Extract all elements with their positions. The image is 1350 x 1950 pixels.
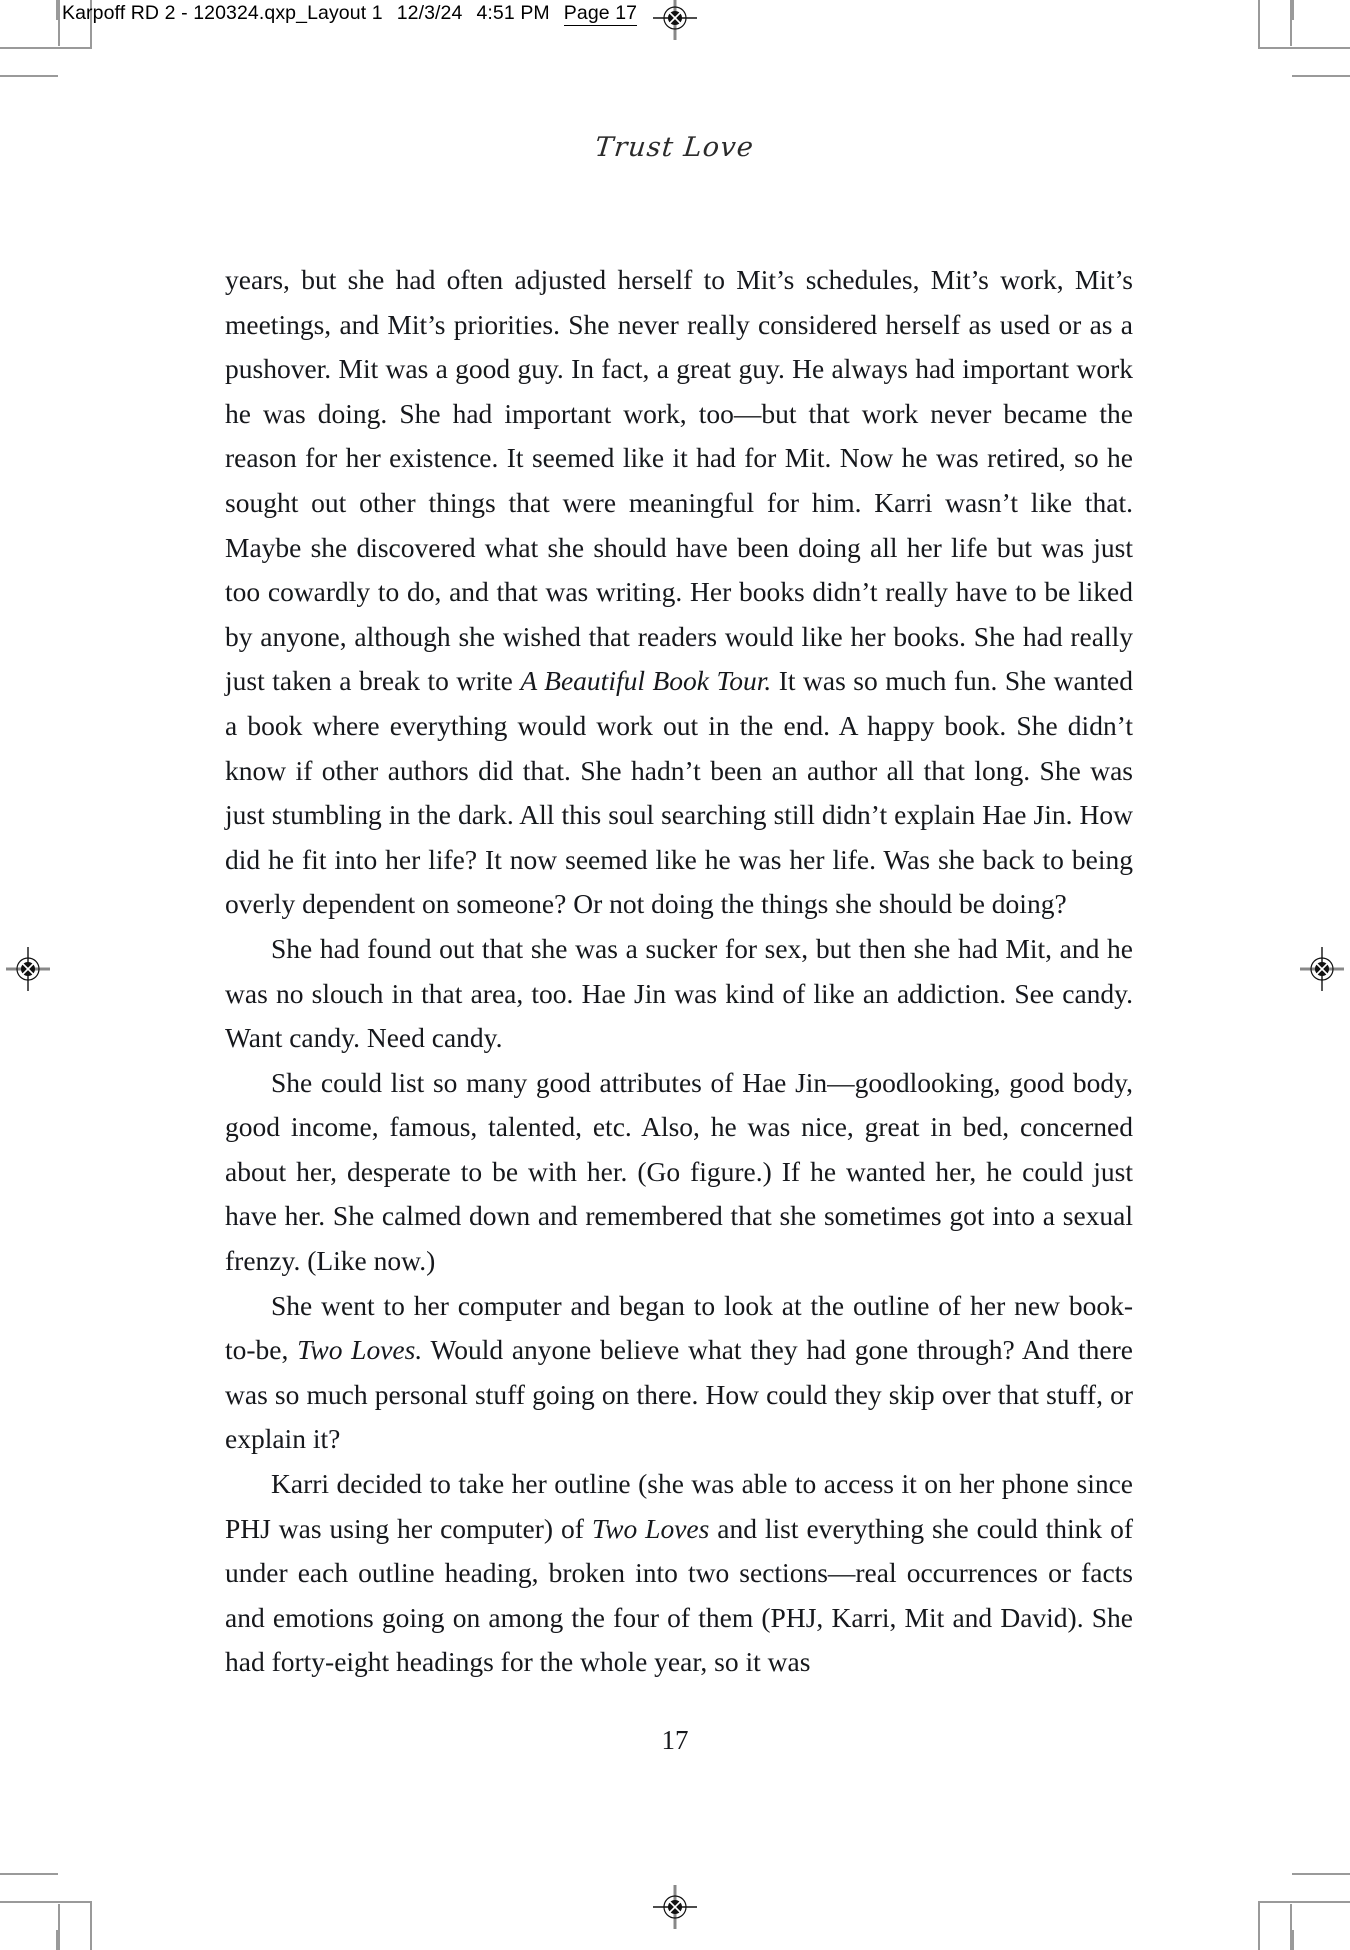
crop-mark-top-right-inner-vertical — [1290, 0, 1292, 46]
crop-mark-top-left-bleed-horizontal — [0, 75, 58, 77]
folio-page-number: 17 — [661, 1725, 689, 1755]
crop-mark-bottom-left-horizontal — [0, 1901, 92, 1903]
slug-filename: Karpoff RD 2 - 120324.qxp_Layout 1 — [62, 2, 383, 24]
crop-mark-top-right-bleed-vertical — [1292, 0, 1294, 20]
crop-mark-top-left-inner-vertical — [58, 0, 60, 46]
book-title-italic: Two Loves. — [297, 1334, 423, 1366]
registration-target-icon-right — [1300, 947, 1344, 991]
crop-mark-top-right-vertical — [1258, 0, 1260, 49]
slug-page-label: Page 17 — [563, 2, 638, 24]
crop-mark-top-right-horizontal — [1258, 47, 1350, 49]
body-text-run: She had found out that she was a sucker for sex, but then she had Mit, and he was no slouch in that area, too. Hae Jin was kind of like an addiction. See candy. Want candy. Need candy. — [225, 932, 1133, 1054]
body-text-run: She could list so many good attributes of Hae Jin—goodlooking, good body, good income, famous, talented, etc. Also, he was nice, great in bed, concerned about her, desperate to be with her. (Go figure.) If he wanted her, he could just have her. She calmed down and remembered that she sometimes got into a sexual frenzy. (Like now.) — [225, 1066, 1133, 1277]
slug-date: 12/3/24 — [396, 2, 463, 24]
body-text-run: Would anyone believe what they had gone through? And there was so much personal stuff going on there. How could they skip over that stuff, or explain it? — [225, 1334, 1133, 1455]
body-paragraph — [225, 1061, 1133, 1284]
crop-mark-bottom-left-bleed-horizontal — [0, 1873, 58, 1875]
registration-target-icon-top — [653, 0, 697, 40]
crop-mark-bottom-right-bleed-horizontal — [1292, 1873, 1350, 1875]
crop-mark-bottom-left-vertical — [90, 1903, 92, 1950]
body-paragraph — [225, 1284, 1133, 1462]
body-paragraph — [225, 1462, 1133, 1685]
crop-mark-top-left-horizontal — [0, 47, 92, 49]
printer-slug-line — [62, 2, 637, 25]
slug-time: 4:51 PM — [476, 2, 550, 24]
body-text-run: She went to her computer and began to look at the outline of her new book-to-be, — [225, 1289, 1133, 1366]
crop-mark-bottom-right-bleed-vertical — [1292, 1930, 1294, 1950]
body-text-run: and list everything she could think of under each outline heading, broken into two sections—real occurrences or facts and emotions going on among the four of them (PHJ, Karri, Mit and David). She had forty-eight headings for the whole year, so it was — [225, 1512, 1134, 1678]
registration-target-icon-bottom — [653, 1885, 697, 1929]
registration-target-icon-left — [6, 947, 50, 991]
body-text-run: years, but she had often adjusted herself to Mit’s schedules, Mit’s work, Mit’s meetings, and Mit’s priorities. She never really considered herself as used or as a pushover. Mit was a good guy. In fact, a great guy. He always had important work he was doing. She had important work, too—but that work never became the reason for her existence. It seemed like it had for Mit. Now he was retired, so he sought out other things that were meaningful for him. Karri wasn’t like that. Maybe she discovered what she should have been doing all her life but was just too cowardly to do, and that was writing. Her books didn’t really have to be liked by anyone, although she wished that readers would like her books. She had really just taken a break to write — [225, 264, 1133, 697]
book-title-italic: Two Loves — [591, 1512, 710, 1544]
body-text-run: It was so much fun. She wanted a book where everything would work out in the end. A happy book. She didn’t know if other authors did that. She hadn’t been an author all that long. She was just stumbling in the dark. All this soul searching still didn’t explain Hae Jin. How did he fit into her life? It now seemed like he was her life. Was she back to being overly dependent on someone? Or not doing the things she should be doing? — [225, 665, 1134, 920]
running-head-text: Trust Love — [593, 132, 757, 163]
body-paragraph — [225, 258, 1133, 927]
body-text-run: Karri decided to take her outline (she was able to access it on her phone since PHJ was using her computer) of — [225, 1468, 1133, 1544]
crop-mark-bottom-left-inner-vertical — [58, 1904, 60, 1950]
body-text-block — [225, 258, 1133, 1685]
body-paragraph — [225, 927, 1133, 1061]
crop-mark-bottom-right-horizontal — [1258, 1901, 1350, 1903]
crop-mark-top-right-bleed-horizontal — [1292, 75, 1350, 77]
running-head — [0, 132, 1350, 163]
crop-mark-bottom-right-vertical — [1258, 1903, 1260, 1950]
book-title-italic: A Beautiful Book Tour. — [520, 665, 772, 697]
crop-mark-bottom-right-inner-vertical — [1290, 1904, 1292, 1950]
